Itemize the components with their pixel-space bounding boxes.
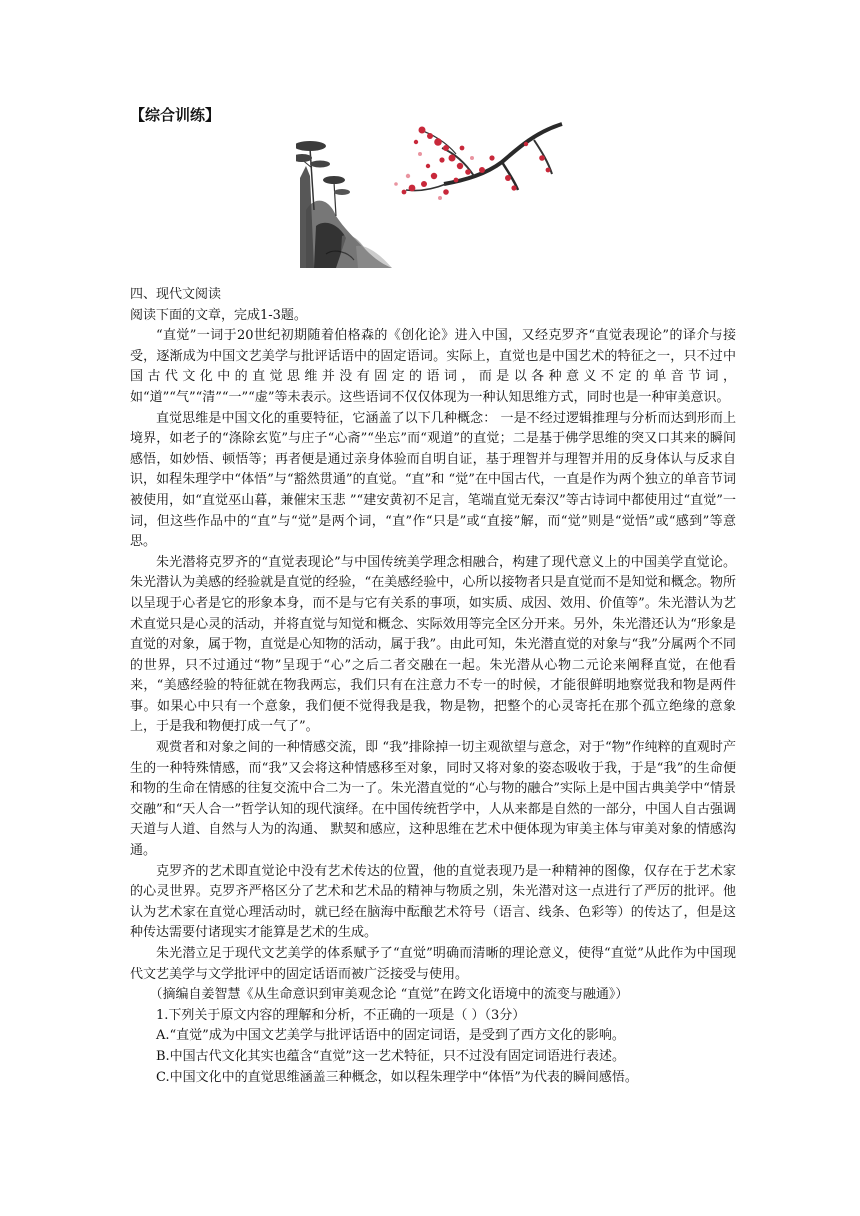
reading-instruction: 阅读下面的文章，完成1-3题。 xyxy=(130,307,307,323)
ink-painting-illustration xyxy=(296,118,564,276)
ink-landscape-pine-rocks xyxy=(296,141,392,268)
plum-blossom-branch xyxy=(394,124,562,200)
paragraph: “直觉”一词于20世纪初期随着伯格森的《创化论》进入中国，又经克罗齐“直觉表现论”的译介与接受，逐渐成为中国文艺美学与批评话语中的固定语词。实际上，直觉也是中国艺术的特征之一，只不过中国古代文化中的直觉思维并没有固定的语词，而是以各种意义不定的单音节词，如“道”“气”“清”“一”“虚”等未表示。这些语词不仅仅体现为一种认知思维方式，同时也是一种审美意识。 xyxy=(130,328,736,405)
paragraph: 直觉思维是中国文化的重要特征，它涵盖了以下几种概念： 一是不经过逻辑推理与分析而达到形而上境界，如老子的“涤除玄览”与庄子“心斋”“坐忘”而“观道”的直觉；二是基于佛学思维的突又口其来的瞬间感悟，如妙悟、顿悟等；再者便是通过亲身体验而自明自证，基于理智并与理智并用的反身体认与反求自识，如程朱理学中“体悟”与“豁然贯通”的直觉。“直”和 “觉”在中国古代，一直是作为两个独立的单音节词被使用，如“直觉巫山暮，兼催宋玉悲 ”“建安黄初不足言，笔端直觉无秦汉”等古诗词中都使用过“直觉”一词，但这些作品中的“直”与“觉”是两个词，“直”作“只是”或“直接”解，而“觉”则是“觉悟”或“感到”等意思。 xyxy=(130,410,736,550)
paragraph: 朱光潜立足于现代文艺美学的体系赋予了“直觉”明确而清晰的理论意义，使得“直觉”从此作为中国现代文艺美学与文学批评中的固定话语而被广泛接受与使用。 xyxy=(130,946,736,982)
paragraph: 观赏者和对象之间的一种情感交流，即 “我”排除掉一切主观欲望与意念，对于“物”作纯粹的直观时产生的一种特殊情感，而“我”又会将这种情感移至对象，同时又将对象的姿态吸收于我，于是“我”的生命便和物的生命在情感的往复交流中合二为一了。朱光潜直觉的“心与物的融合”实际上是中国古典美学中“情景交融”和“天人合一”哲学认知的现代演绎。在中国传统哲学中，人从来都是自然的一部分，中国人自古强调天道与人道、自然与人为的沟通、 默契和感应，这种思维在艺术中便体现为审美主体与审美对象的情感沟通。 xyxy=(130,740,736,859)
paragraph: 朱光潜将克罗齐的“直觉表现论”与中国传统美学理念相融合，构建了现代意义上的中国美学直觉论。朱光潜认为美感的经验就是直觉的经验，“在美感经验中，心所以接物者只是直觉而不是知觉和概念。物所以呈现于心者是它的形象本身，而不是与它有关系的事项，如实质、成因、效用、价值等”。朱光潜认为艺术直觉只是心灵的活动，并将直觉与知觉和概念、实际效用等完全区分开来。另外，朱光潜还认为“形象是直觉的对象，属于物，直觉是心知物的活动，属于我”。由此可知，朱光潜直觉的对象与“我”分属两个不同的世界，只不过通过“物”呈现于“心”之后二者交融在一起。朱光潜从心物二元论来阐释直觉，在他看来，“美感经验的特征就在物我两忘，我们只有在注意力不专一的时候，才能很鲜明地察觉我和物是两件事。如果心中只有一个意象，我们便不觉得我是我，物是物，把整个的心灵寄托在那个孤立绝缘的意象上，于是我和物便打成一气了”。 xyxy=(130,554,736,735)
paragraph: 克罗齐的艺术即直觉论中没有艺术传达的位置，他的直觉表现乃是一种精神的图像，仅存在于艺术家的心灵世界。克罗齐严格区分了艺术和艺术品的精神与物质之别，朱光潜对这一点进行了严厉的批评。他认为艺术家在直觉心理活动时，就已经在脑海中酝酿艺术符号（语言、线条、色彩等）的传达了，但是这种传达需要付诸现实才能算是艺术的生成。 xyxy=(130,863,736,941)
question-option-c: C.中国文化中的直觉思维涵盖三种概念，如以程朱理学中“体悟”为代表的瞬间感悟。 xyxy=(156,1069,638,1085)
section-title: 四、现代文阅读 xyxy=(130,287,222,302)
question-option-a: A.“直觉”成为中国文艺美学与批评话语中的固定词语，是受到了西方文化的影响。 xyxy=(156,1028,625,1044)
reading-passage xyxy=(130,285,736,1088)
question-stem: 1.下列关于原文内容的理解和分析，不正确的一项是（ ）（3分） xyxy=(156,1007,526,1023)
source-citation: （摘编自姜智慧《从生命意识到审美观念论 “直觉”在跨文化语境中的流变与融通》） xyxy=(149,987,629,1003)
exercise-heading: 【综合训练】 xyxy=(130,106,221,124)
question-option-b: B.中国古代文化其实也蕴含“直觉”这一艺术特征，只不过没有固定词语进行表述。 xyxy=(156,1048,625,1064)
